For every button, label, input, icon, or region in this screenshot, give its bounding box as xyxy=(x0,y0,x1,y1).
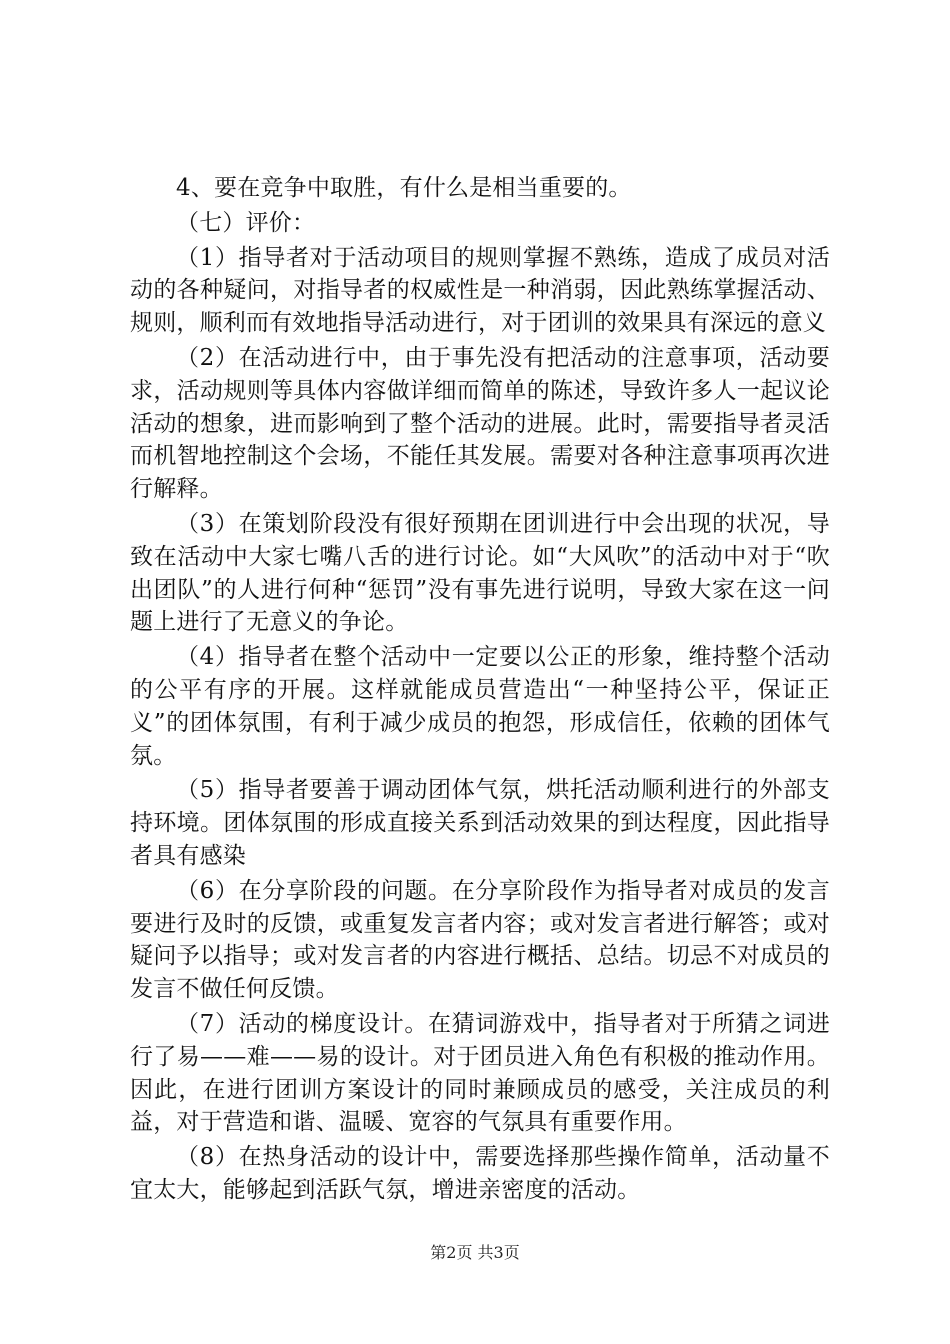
paragraph-evaluation-2: （2）在活动进行中，由于事先没有把活动的注意事项，活动要求，活动规则等具体内容做详细而简单的陈述，导致许多人一起议论活动的想象，进而影响到了整个活动的进展。此时，需要指导者灵活而机智地控制这个会场，不能任其发展。需要对各种注意事项再次进行解释。 xyxy=(130,344,830,503)
section-heading-evaluation: （七）评价： xyxy=(176,209,316,236)
page-number-footer: 第2页 共3页 xyxy=(430,1243,520,1262)
paragraph-evaluation-6: （6）在分享阶段的问题。在分享阶段作为指导者对成员的发言要进行及时的反馈，或重复发言者内容；或对发言者进行解答；或对疑问予以指导；或对发言者的内容进行概括、总结。切忌不对成员的发言不做任何反馈。 xyxy=(130,877,830,1003)
paragraph-evaluation-5: （5）指导者要善于调动团体气氛，烘托活动顺利进行的外部支持环境。团体氛围的形成直接关系到活动效果的到达程度，因此指导者具有感染 xyxy=(130,777,830,869)
paragraph-evaluation-4: （4）指导者在整个活动中一定要以公正的形象，维持整个活动的公平有序的开展。这样就能成员营造出“一种坚持公平，保证正义”的团体氛围，有利于减少成员的抱怨，形成信任，依赖的团体气氛。 xyxy=(130,644,830,769)
paragraph-evaluation-1: （1）指导者对于活动项目的规则掌握不熟练，造成了成员对活动的各种疑问，对指导者的权威性是一种消弱，因此熟练掌握活动、规则，顺利而有效地指导活动进行，对于团训的效果具有深远的意义 xyxy=(130,244,830,337)
document-body xyxy=(130,172,830,1209)
paragraph-evaluation-3: （3）在策划阶段没有很好预期在团训进行中会出现的状况，导致在活动中大家七嘴八舌的进行讨论。如“大风吹”的活动中对于“吹出团队”的人进行何种“惩罚”没有事先进行说明，导致大家在这一问题上进行了无意义的争论。 xyxy=(130,510,830,636)
paragraph-evaluation-7: （7）活动的梯度设计。在猜词游戏中，指导者对于所猜之词进行了易——难——易的设计。对于团员进入角色有积极的推动作用。因此，在进行团训方案设计的同时兼顾成员的感受，关注成员的利益，对于营造和谐、温暖、宽容的气氛具有重要作用。 xyxy=(130,1010,830,1136)
paragraph-item-4: 4、要在竞争中取胜，有什么是相当重要的。 xyxy=(176,175,632,201)
paragraph-evaluation-8: （8）在热身活动的设计中，需要选择那些操作简单，活动量不宜太大，能够起到活跃气氛，增进亲密度的活动。 xyxy=(130,1144,830,1203)
